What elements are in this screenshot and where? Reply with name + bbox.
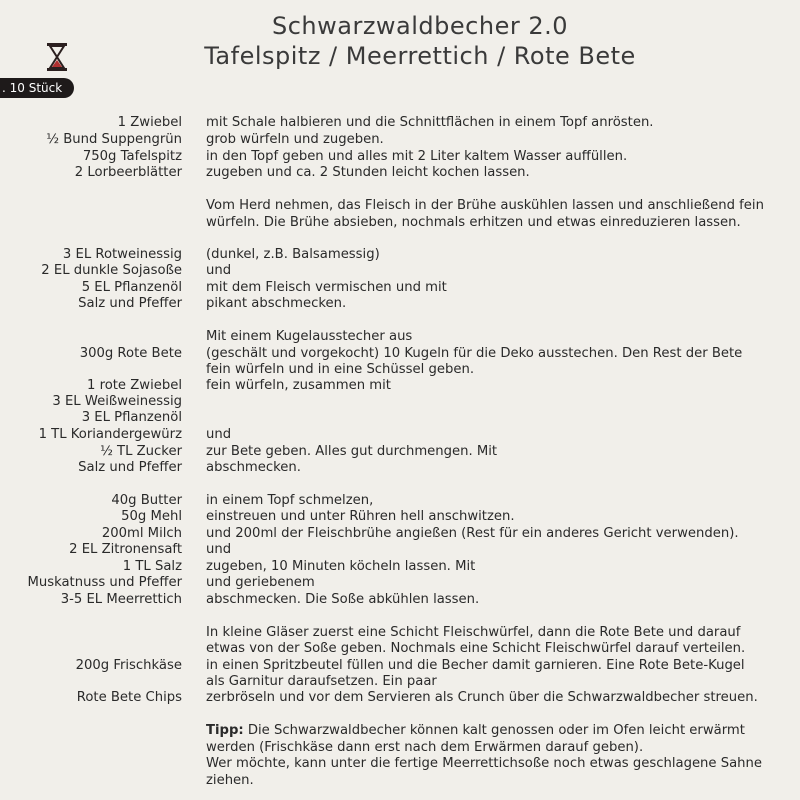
- instruction: in einem Topf schmelzen,: [206, 493, 374, 508]
- ingredient: ½ Bund Suppengrün: [46, 132, 182, 147]
- step-row: [0, 409, 800, 426]
- instruction: und: [206, 542, 232, 557]
- ingredient: 1 rote Zwiebel: [86, 378, 182, 393]
- instruction: Mit einem Kugelausstecher aus: [206, 329, 413, 344]
- instruction: In kleine Gläser zuerst eine Schicht Fleischwürfel, dann die Rote Bete und darauf: [206, 625, 741, 640]
- step-row: [0, 295, 800, 312]
- instruction: einstreuen und unter Rühren hell anschwitzen.: [206, 509, 515, 524]
- ingredient: 40g Butter: [111, 493, 182, 508]
- step-row: [0, 345, 800, 362]
- instruction: zugeben und ca. 2 Stunden leicht kochen lassen.: [206, 165, 530, 180]
- step-row: [0, 328, 800, 345]
- step-row: [0, 591, 800, 608]
- step-row: [0, 492, 800, 509]
- instruction: mit dem Fleisch vermischen und mit: [206, 280, 447, 295]
- instruction: würfeln. Die Brühe absieben, nochmals erhitzen und etwas einreduzieren lassen.: [206, 215, 741, 230]
- step-row: [0, 657, 800, 674]
- step-row: [0, 508, 800, 525]
- step-row: [0, 558, 800, 575]
- instruction: in den Topf geben und alles mit 2 Liter kaltem Wasser auffüllen.: [206, 149, 628, 164]
- tip-text: ziehen.: [206, 773, 254, 788]
- instruction: und geriebenem: [206, 575, 315, 590]
- ingredient: Rote Bete Chips: [76, 690, 182, 705]
- ingredient: 3 EL Rotweinessig: [62, 247, 182, 262]
- step-row: [0, 279, 800, 296]
- step-row: [0, 197, 800, 214]
- recipe-title: Schwarzwaldbecher 2.0: [271, 12, 568, 40]
- ingredient: 2 EL dunkle Sojasoße: [41, 263, 182, 278]
- instruction: als Garnitur daraufsetzen. Ein paar: [206, 674, 437, 689]
- step-row: [0, 148, 800, 165]
- instruction: (dunkel, z.B. Balsamessig): [206, 247, 380, 262]
- ingredient: Salz und Pfeffer: [78, 460, 182, 475]
- instruction: und: [206, 427, 232, 442]
- ingredient: 1 Zwiebel: [117, 115, 182, 130]
- instruction: in einen Spritzbeutel füllen und die Becher damit garnieren. Eine Rote Bete-Kugel: [206, 658, 745, 673]
- tip-label: Tipp:: [206, 723, 244, 738]
- ingredient: 2 Lorbeerblätter: [74, 165, 182, 180]
- instruction: mit Schale halbieren und die Schnittflächen in einem Topf anrösten.: [206, 115, 654, 130]
- instruction: pikant abschmecken.: [206, 296, 347, 311]
- instruction: fein würfeln, zusammen mit: [206, 378, 391, 393]
- step-row: [0, 459, 800, 476]
- instruction: und: [206, 263, 232, 278]
- step-row: [0, 689, 800, 706]
- instruction: zur Bete geben. Alles gut durchmengen. Mit: [206, 444, 498, 459]
- step-row: [0, 361, 800, 378]
- ingredient: 200ml Milch: [101, 526, 182, 541]
- ingredient: Salz und Pfeffer: [78, 296, 182, 311]
- tip-text: werden (Frischkäse dann erst nach dem Erwärmen darauf geben).: [206, 740, 644, 755]
- step-row: [0, 640, 800, 657]
- instruction: abschmecken.: [206, 460, 301, 475]
- ingredient: 200g Frischkäse: [75, 658, 182, 673]
- step-row: [0, 574, 800, 591]
- ingredient: 5 EL Pflanzenöl: [81, 280, 182, 295]
- recipe-subtitle: Tafelspitz / Meerrettich / Rote Bete: [204, 42, 636, 70]
- step-row: [0, 377, 800, 394]
- instruction: grob würfeln und zugeben.: [206, 132, 384, 147]
- instruction: fein würfeln und in eine Schüssel geben.: [206, 362, 475, 377]
- tip-row: [0, 755, 800, 772]
- step-row: [0, 673, 800, 690]
- instruction: und 200ml der Fleischbrühe angießen (Rest für ein anderes Gericht verwenden).: [206, 526, 739, 541]
- step-row: [0, 393, 800, 410]
- ingredient: 50g Mehl: [121, 509, 182, 524]
- ingredient: Muskatnuss und Pfeffer: [27, 575, 182, 590]
- tip-row: [0, 722, 800, 739]
- step-row: [0, 114, 800, 131]
- ingredient: ½ TL Zucker: [100, 444, 182, 459]
- step-row: [0, 214, 800, 231]
- step-row: [0, 246, 800, 263]
- instruction: (geschält und vorgekocht) 10 Kugeln für die Deko ausstechen. Den Rest der Bete: [206, 346, 743, 361]
- step-row: [0, 262, 800, 279]
- tip-row: [0, 739, 800, 756]
- ingredient: 2 EL Zitronensaft: [69, 542, 182, 557]
- instruction: zerbröseln und vor dem Servieren als Crunch über die Schwarzwaldbecher streuen.: [206, 690, 758, 705]
- ingredient: 3-5 EL Meerrettich: [60, 592, 182, 607]
- instruction: Vom Herd nehmen, das Fleisch in der Brühe auskühlen lassen und anschließend fein: [206, 198, 764, 213]
- tip-row: [0, 772, 800, 789]
- step-row: [0, 443, 800, 460]
- step-row: [0, 426, 800, 443]
- ingredient: 3 EL Weißweinessig: [52, 394, 182, 409]
- step-row: [0, 541, 800, 558]
- ingredient: 3 EL Pflanzenöl: [81, 410, 182, 425]
- ingredient: 1 TL Koriandergewürz: [38, 427, 182, 442]
- step-row: [0, 624, 800, 641]
- tip-text: Wer möchte, kann unter die fertige Meerrettichsoße noch etwas geschlagene Sahne: [206, 756, 763, 771]
- servings-badge: . 10 Stück: [0, 78, 74, 98]
- instruction: etwas von der Soße geben. Nochmals eine Schicht Fleischwürfel darauf verteilen.: [206, 641, 746, 656]
- step-row: [0, 525, 800, 542]
- ingredient: 1 TL Salz: [122, 559, 182, 574]
- step-row: [0, 164, 800, 181]
- hourglass-icon: [46, 42, 68, 72]
- step-row: [0, 131, 800, 148]
- ingredient: 300g Rote Bete: [79, 346, 182, 361]
- ingredient: 750g Tafelspitz: [82, 149, 182, 164]
- instruction: zugeben, 10 Minuten köcheln lassen. Mit: [206, 559, 476, 574]
- instruction: abschmecken. Die Soße abkühlen lassen.: [206, 592, 480, 607]
- tip-text: Die Schwarzwaldbecher können kalt genossen oder im Ofen leicht erwärmt: [243, 723, 745, 738]
